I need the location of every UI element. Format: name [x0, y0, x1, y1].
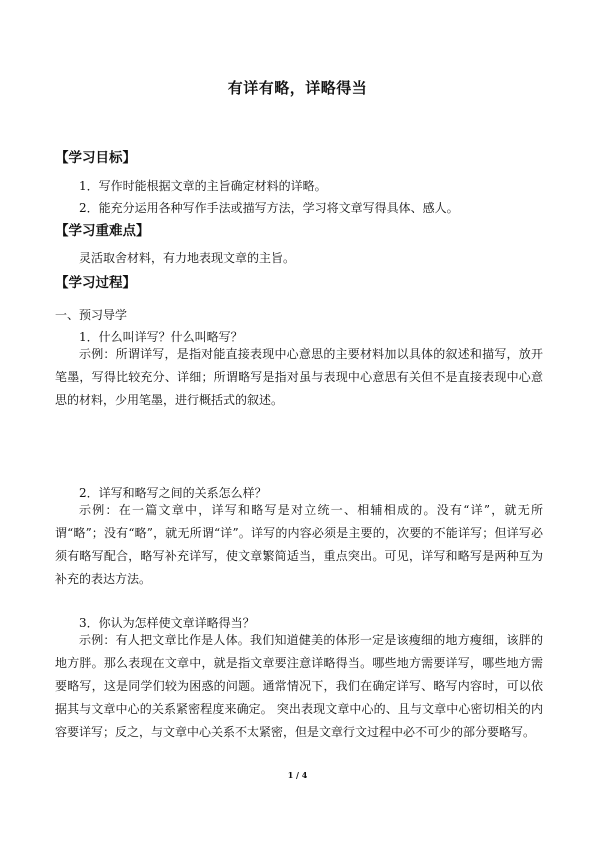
objective-item-2: 2．能充分运用各种写作手法或描写方法，学习将文章写得具体、感人。 [79, 201, 459, 215]
objectives-heading: 【学习目标】 [55, 150, 136, 166]
answer-1: 示例：所谓详写，是指对能直接表现中心意思的主要材料加以具体的叙述和描写，放开笔墨，写得比较充分、详细；所谓略写是指对虽与表现中心意思有关但不是直接表现中心意思的材料，少用笔墨，进行概括式的叙述。 [55, 347, 543, 407]
key-points-text: 灵活取舍材料，有力地表现文章的主旨。 [79, 251, 296, 265]
question-3: 3．你认为怎样使文章详略得当？ [79, 616, 255, 630]
answer-2: 示例：在一篇文章中，详写和略写是对立统一、相辅相成的。没有“详”，就无所谓“略”；没有“略”，就无所谓“详”。详写的内容必须是主要的，次要的不能详写；但详写必须有略写配合，略写补充详写，使文章繁简适当，重点突出。可见，详写和略写是两种互为补充的表达方法。 [55, 503, 543, 586]
question-2: 2．详写和略写之间的关系怎么样？ [79, 486, 267, 500]
question-1: 1．什么叫详写？什么叫略写？ [79, 330, 243, 344]
section-preview-guide: 一、预习导学 [55, 308, 128, 322]
key-points-heading: 【学习重难点】 [55, 223, 150, 239]
page-number: 1 / 4 [287, 770, 308, 780]
process-heading: 【学习过程】 [55, 275, 136, 291]
document-title: 有详有略，详略得当 [227, 79, 368, 97]
objective-item-1: 1．写作时能根据文章的主旨确定材料的详略。 [79, 179, 327, 193]
answer-3: 示例：有人把文章比作是人体。我们知道健美的体形一定是该瘦细的地方瘦细，该胖的地方胖。那么表现在文章中，就是指文章要注意详略得当。哪些地方需要详写，哪些地方需要略写，这是同学们较为困惑的问题。通常情况下，我们在确定详写、略写内容时，可以依据其与文章中心的关系紧密程度来确定。 突出表现文章中心的、且与文章中心密切相关的内容要详写；反之，与文章中心关系不太紧密，但是文章行文过程中必不可少的部分要略写。 [55, 633, 543, 739]
